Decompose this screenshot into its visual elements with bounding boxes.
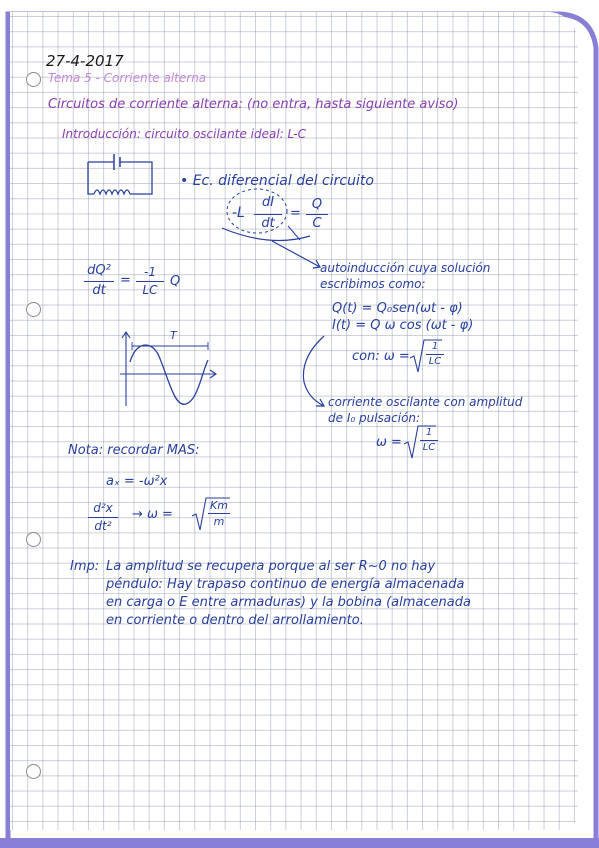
mas-acceleration: aₓ = -ω²x (106, 474, 168, 489)
current-solution: I(t) = Q ω cos (ωt - φ) (332, 318, 474, 333)
omega-denominator: LC (422, 442, 436, 453)
fraction-bar (420, 440, 438, 441)
important-line-2: péndulo: Hay trapaso continuo de energía almacenada (106, 577, 465, 592)
notebook-sheet (10, 12, 578, 830)
binder-hole (26, 764, 41, 779)
root-numerator: 1 (431, 341, 439, 352)
important-line-3: en carga o E entre armaduras) y la bobina (almacenada (106, 595, 471, 610)
fraction-bar (84, 281, 114, 282)
eq-q-numerator: Q (311, 197, 323, 212)
eq-c-denominator: C (312, 216, 322, 231)
omega-numerator: 1 (425, 427, 433, 438)
mas-k-numerator: Km (210, 499, 228, 512)
autoinduccion-line-1: autoinducción cuya solución (320, 261, 491, 275)
mas-m-denominator: m (213, 515, 225, 528)
charge-solution: Q(t) = Q₀sen(ωt - φ) (332, 301, 463, 316)
important-line-4: en corriente o dentro del arrollamiento. (106, 613, 364, 628)
important-line-1: La amplitud se recupera porque al ser R~0 no hay (106, 559, 436, 574)
fraction-bar (88, 517, 118, 518)
binder-hole (26, 532, 41, 547)
intro-line: Introducción: circuito oscilante ideal: L-C (62, 127, 307, 141)
eq2-lhs-den: dt (92, 283, 106, 298)
fraction-bar (208, 513, 230, 514)
equation-heading: • Ec. diferencial del circuito (180, 173, 374, 189)
nota-label: Nota: recordar MAS: (68, 443, 200, 458)
root-denominator: LC (428, 356, 442, 367)
fraction-bar (426, 354, 444, 355)
eq2-rhs-num: -1 (144, 265, 156, 279)
eq-lhs: -L (232, 205, 245, 221)
eq-denominator: dt (261, 216, 275, 231)
fraction-bar (136, 281, 164, 282)
oscillating-line-2: de I₀ pulsación: (328, 411, 421, 425)
omega-lhs: ω = (376, 435, 402, 450)
omega-definition: con: ω = (352, 349, 410, 364)
eq2-equals: = (120, 273, 131, 288)
mas-denominator: dt² (94, 519, 112, 533)
eq-numerator: dI (261, 195, 275, 210)
eq-equals: = (290, 206, 301, 221)
topic-heading: Tema 5 - Corriente alterna (48, 71, 207, 85)
autoinduccion-line-2: escribimos como: (320, 277, 426, 291)
important-label: Imp: (70, 559, 100, 574)
period-label: T (170, 329, 177, 342)
eq2-rhs-var: Q (170, 274, 181, 289)
section-title: Circuitos de corriente alterna: (no entra, hasta siguiente aviso) (48, 97, 459, 112)
eq2-rhs-den: LC (142, 283, 158, 297)
date-heading: 27-4-2017 (46, 52, 124, 70)
eq2-lhs-num: dQ² (87, 263, 111, 278)
oscillating-line-1: corriente oscilante con amplitud (328, 395, 523, 409)
mas-omega-lhs: → ω = (132, 507, 173, 522)
mas-numerator: d²x (93, 501, 113, 515)
